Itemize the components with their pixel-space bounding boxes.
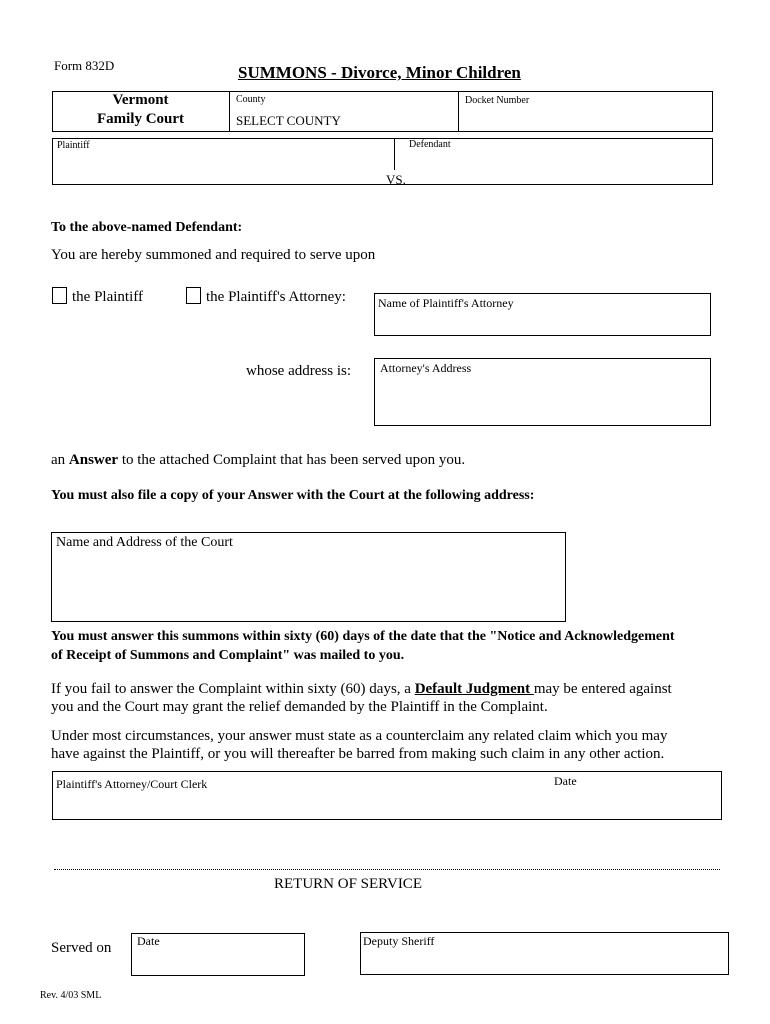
served-date-label: Date [137,934,160,948]
court-address-placeholder: Name and Address of the Court [56,535,233,550]
return-of-service-title: RETURN OF SERVICE [274,876,422,892]
form-number: Form 832D [54,58,115,73]
plaintiff-option-label: the Plaintiff [72,289,143,305]
deputy-sheriff-label: Deputy Sheriff [363,934,435,948]
to-defendant-heading: To the above-named Defendant: [51,220,243,235]
must-answer-line1: You must answer this summons within sixty (60) days of the date that the "Notice and Acknowledgement [51,629,675,644]
docket-number-input[interactable] [460,108,710,130]
court-name: Family Court [96,111,185,127]
attorney-name-placeholder: Name of Plaintiff's Attorney [378,296,514,310]
clerk-signature-label: Plaintiff's Attorney/Court Clerk [56,777,208,791]
clerk-signature-field[interactable] [54,792,534,818]
file-copy-instruction: You must also file a copy of your Answer with the Court at the following address: [51,488,535,503]
dotted-divider [54,869,720,870]
attorney-address-placeholder: Attorney's Address [380,361,472,375]
attorney-checkbox[interactable] [186,287,201,304]
defendant-label: Defendant [409,139,451,150]
plaintiff-label: Plaintiff [57,140,90,151]
court-state: Vermont [112,92,169,108]
must-answer-line2: of Receipt of Summons and Complaint" was mailed to you. [51,648,405,663]
counterclaim-line1: Under most circumstances, your answer must state as a counterclaim any related claim which you may [51,728,668,744]
plaintiff-input[interactable] [54,152,392,182]
summoned-text: You are hereby summoned and required to serve upon [51,247,376,263]
counterclaim-line2: have against the Plaintiff, or you will thereafter be barred from making such claim in any other action. [51,746,665,762]
answer-text: an Answer to the attached Complaint that has been served upon you. [51,452,466,468]
signature-date-field[interactable] [540,792,720,818]
versus-label: VS. [386,172,406,187]
county-label: County [236,94,266,105]
served-on-label: Served on [51,940,112,956]
whose-address-label: whose address is: [246,363,351,379]
attorney-option-label: the Plaintiff's Attorney: [206,289,346,305]
signature-date-label: Date [554,774,577,788]
revision-label: Rev. 4/03 SML [40,990,102,1001]
form-title: SUMMONS - Divorce, Minor Children [238,63,521,82]
plaintiff-checkbox[interactable] [52,287,67,304]
county-select[interactable]: SELECT COUNTY [236,113,341,128]
default-judgment-line1: If you fail to answer the Complaint within sixty (60) days, a Default Judgment may be entered against [51,681,672,697]
defendant-input[interactable] [398,152,710,182]
docket-number-label: Docket Number [465,95,530,106]
default-judgment-line2: you and the Court may grant the relief demanded by the Plaintiff in the Complaint. [51,699,548,715]
